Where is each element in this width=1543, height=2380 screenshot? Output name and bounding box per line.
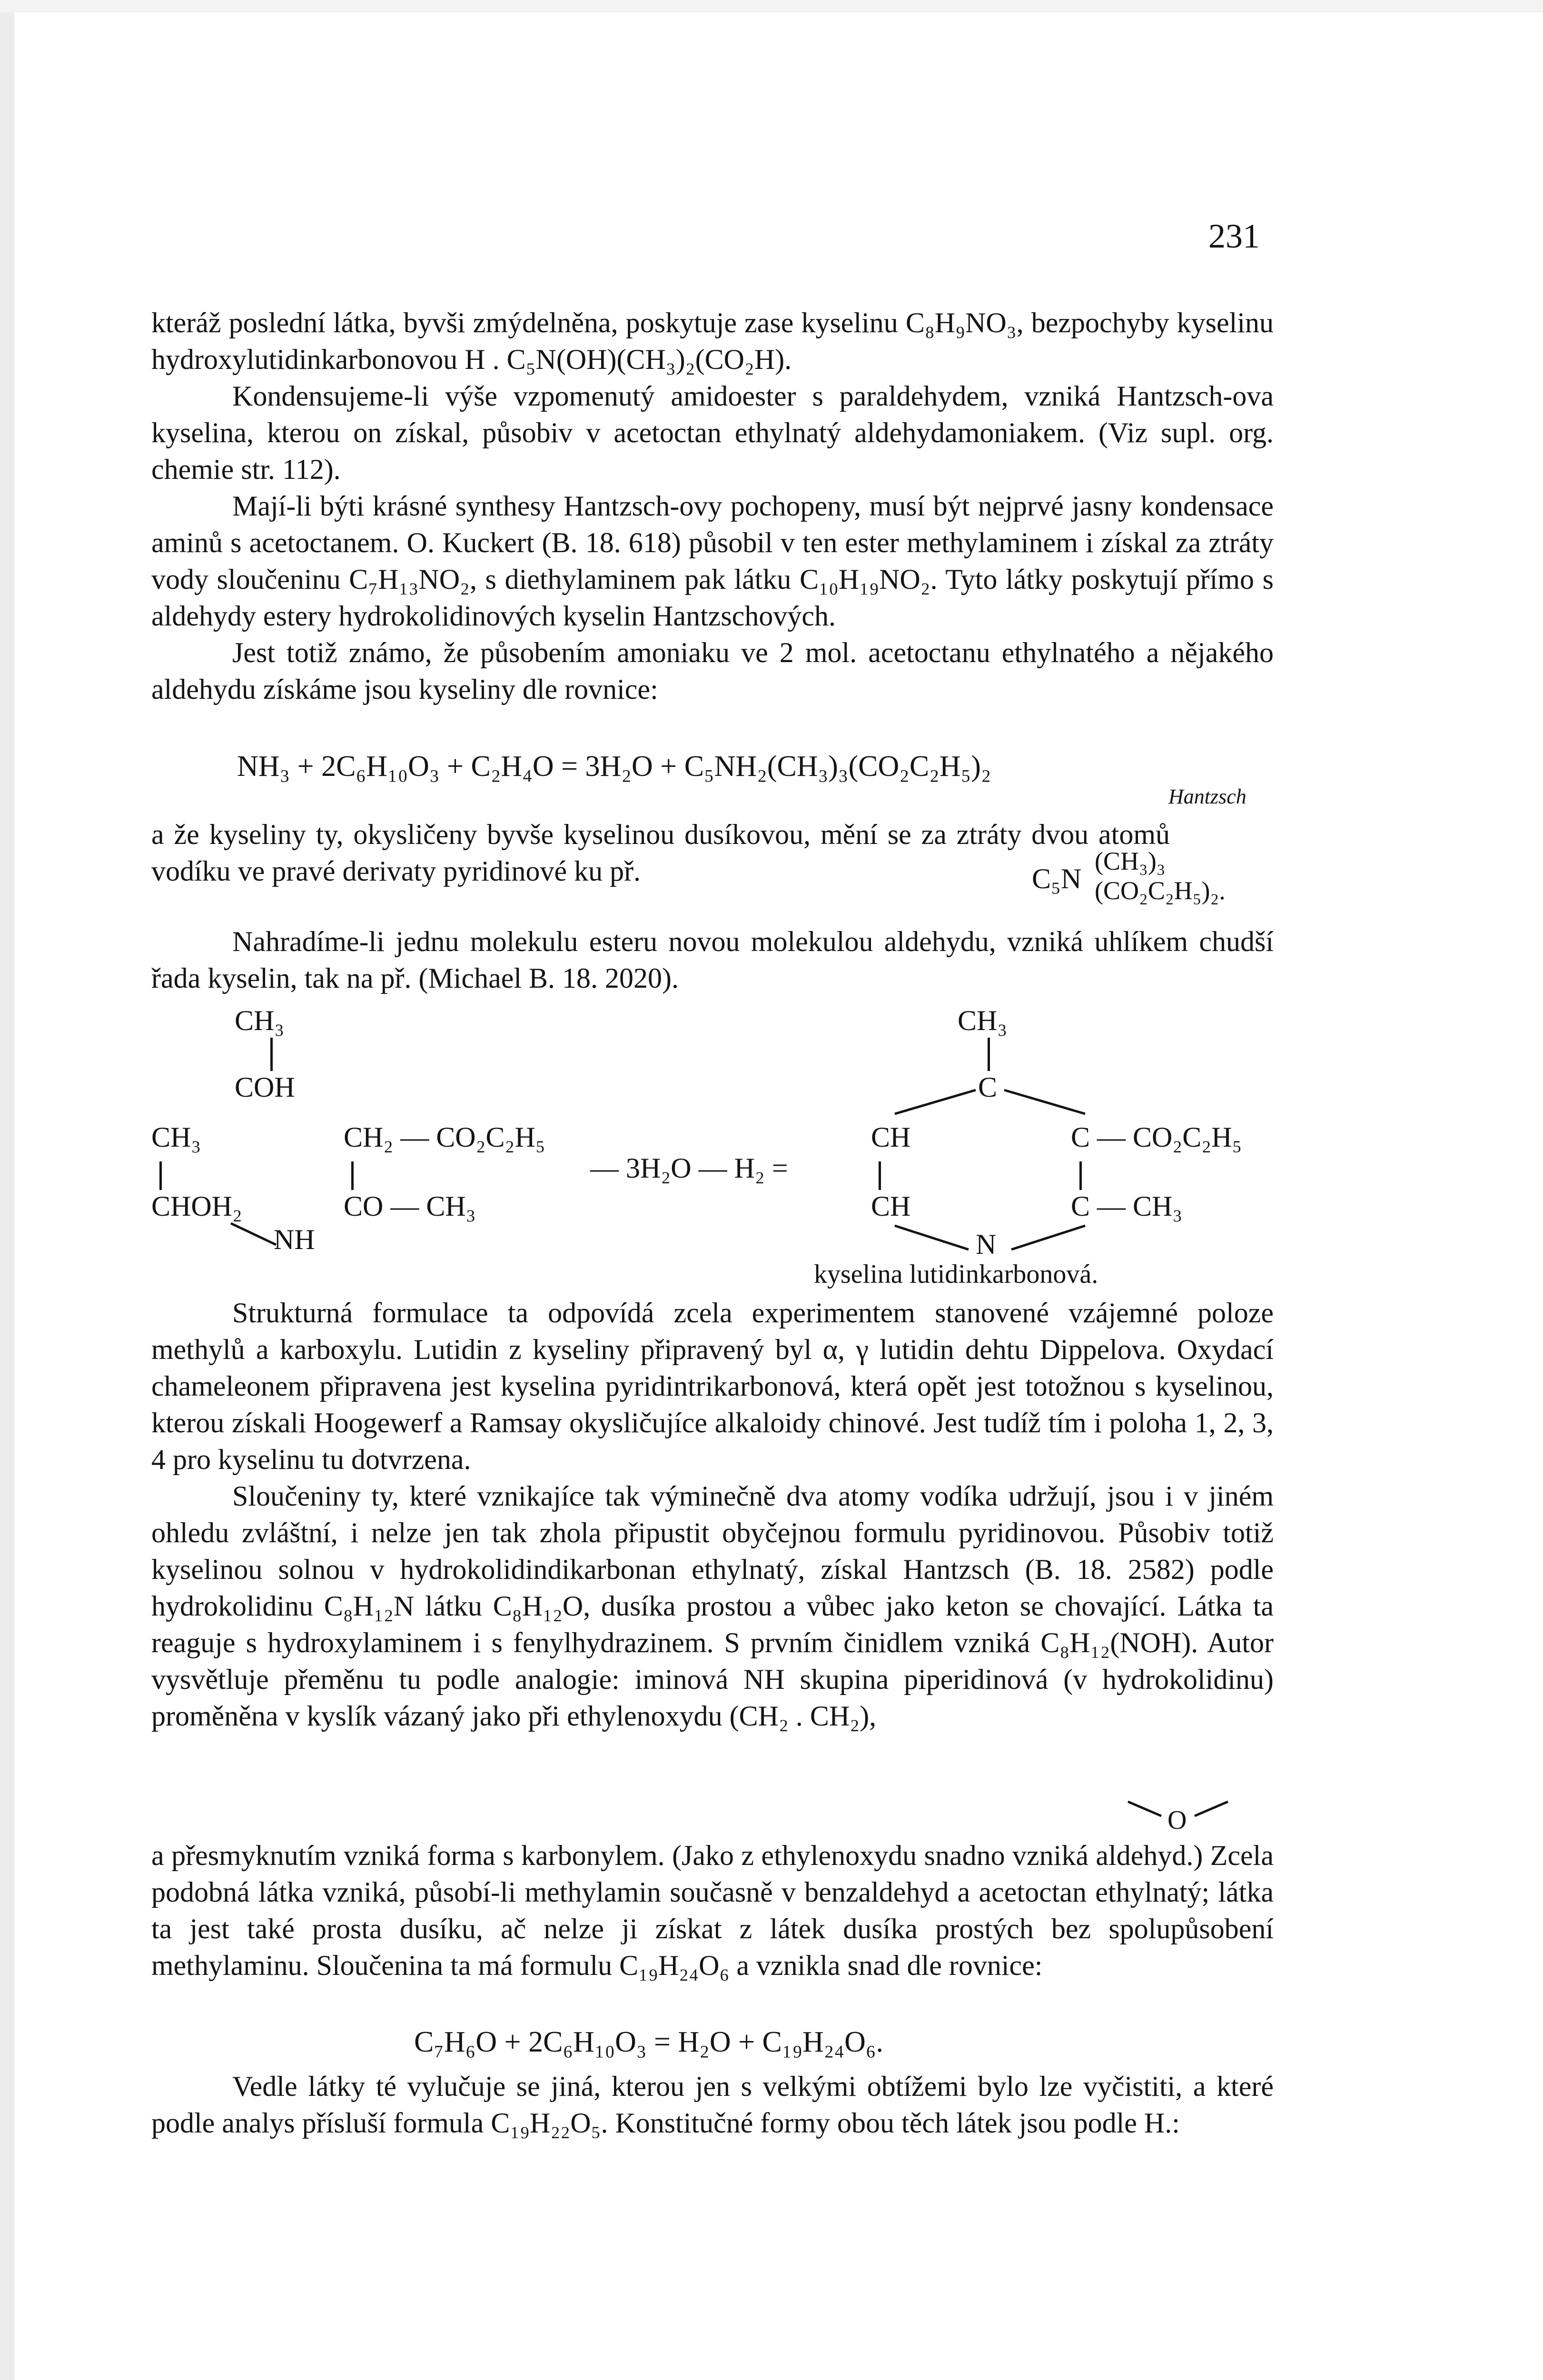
equation-benzaldehyde: C₇H₆O + 2C₆H₁₀O₃ = H₂O + C₁₉H₂₄O₆. <box>414 2026 884 2058</box>
paragraph-2: Kondensujeme-li výše vzpomenutý amidoester s paraldehydem, vzniká Hantzsch-ova kyselina, kterou on získal, působiv v acetoctan ethylnatý aldehydamoniakem. (Viz supl. org. chemie str. 112). <box>151 380 1274 485</box>
ring-c-right-lower: C — CH₃ <box>1071 1190 1183 1222</box>
scheme-left-ch3-top: CH₃ <box>235 1005 285 1036</box>
text-block-bottom <box>151 1295 1274 1735</box>
oxide-oxygen: O <box>1167 1805 1187 1835</box>
paragraph-3: Mají-li býti krásné synthesy Hantzsch-ovy pochopeny, musí být nejprvé jasny kondensace aminů s acetoctanem. O. Kuckert (B. 18. 618) působil v ten ester methylaminem i získal za ztráty vody sloučeninu C₇H₁₃NO₂, s diethylaminem pak látku C₁₀H₁₉NO₂. Tyto látky poskytují přímo s aldehydy estery hydrokolidinových kyselin Hantzschových. <box>151 490 1274 632</box>
bond-left-vertical-1 <box>270 1038 273 1071</box>
scheme-left-chohnh2: CHOH₂ <box>151 1190 242 1222</box>
ring-ch3: CH₃ <box>958 1005 1008 1036</box>
scan-edge-left <box>0 0 14 2380</box>
scheme-left-ch3: CH₃ <box>151 1121 201 1153</box>
paragraph-4: Jest totiž známo, že působením amoniaku ve 2 mol. acetoctanu ethylnatého a nějakého aldehydu získáme jsou kyseliny dle rovnice: <box>151 637 1274 705</box>
ring-c-top: C <box>978 1071 998 1103</box>
scheme-left-nh: NH <box>274 1224 315 1255</box>
formula-inline-base: C₅N <box>1032 863 1082 894</box>
ring-c-right-upper: C — CO₂C₂H₅ <box>1071 1121 1242 1153</box>
paragraph-benzaldehyde: a přesmyknutím vzniká forma s karbonylem. (Jako z ethylenoxydu snadno vzniká aldehyd.) Zcela podobná látka vzniká, působí-li methylamin současně v benzaldehyd a acetoctan ethylnatý; látka ta jest také prosta dusíku, ač nelze ji získat z látek dusíka prostých bez spolupůsobení methylaminu. Sloučenina ta má formulu C₁₉H₂₄O₆ a vznikla snad dle rovnice: <box>151 1840 1274 1981</box>
bond-ring-left-vertical <box>879 1161 881 1190</box>
paragraph-michael: Nahradíme-li jednu molekulu esteru novou molekulou aldehydu, vzniká uhlíkem chudší řada kyselin, tak na př. (Michael B. 18. 2020). <box>151 926 1274 994</box>
bond-mid-vertical <box>351 1161 354 1190</box>
text-block-end <box>151 2068 1274 2142</box>
bond-ring-top-vertical <box>988 1038 990 1071</box>
scan-edge-top <box>0 0 1543 12</box>
scheme-operator: — 3H₂O — H₂ = <box>590 1152 788 1184</box>
paragraph-oxidation: a že kyseliny ty, okysličeny byvše kyselinou dusíkovou, mění se za ztráty dvou atomů vodíku ve pravé derivaty pyridinové ku př. <box>151 819 1170 887</box>
equation-hantzsch-label: Hantzsch <box>1168 785 1246 808</box>
scheme-mid-co: CO — CH₃ <box>344 1190 476 1222</box>
paragraph-1: kteráž poslední látka, byvši zmýdelněna, poskytuje zase kyselinu C₈H₉NO₃, bezpochyby kyselinu hydroxylutidinkarbonovou H . C₅N(OH)(CH₃)₂(CO₂H). <box>151 307 1274 375</box>
ring-n: N <box>976 1229 997 1260</box>
equation-hantzsch: NH₃ + 2C₆H₁₀O₃ + C₂H₄O = 3H₂O + C₅NH₂(CH₃)₃(CO₂C₂H₅)₂ <box>237 750 991 783</box>
ring-caption: kyselina lutidinkarbonová. <box>814 1259 1098 1289</box>
scheme-mid-ch2: CH₂ — CO₂C₂H₅ <box>344 1121 545 1153</box>
formula-inline-bottom: (CO₂C₂H₅)₂. <box>1095 876 1226 905</box>
ring-ch-upper: CH <box>871 1121 911 1153</box>
paragraph-compounds: Sloučeniny ty, které vznikajíce tak výminečně dva atomy vodíka udržují, jsou i v jiném ohledu zvláštní, i nelze jen tak zhola připustit obyčejnou formulu pyridinovou. Působiv totiž kyselinou solnou v hydrokolidindikarbonan ethylnatý, získal Hantzsch (B. 18. 2582) podle hydrokolidinu C₈H₁₂N látku C₈H₁₂O, dusíka prostou a vůbec jako keton se chovající. Látka ta reaguje s hydroxylaminem i s fenylhydrazinem. S prvním činidlem vzniká C₈H₁₂(NOH). Autor vysvětluje přeměnu tu podle analogie: iminová NH skupina piperidinová (v hydrokolidinu) proměněna v kyslík vázaný jako při ethylenoxydu (CH₂ . CH₂), <box>151 1480 1274 1732</box>
page-number: 231 <box>1208 217 1260 255</box>
text-block-top <box>151 305 1274 708</box>
bond-ring-right-vertical <box>1079 1161 1082 1190</box>
formula-inline-top: (CH₃)₃ <box>1095 847 1166 875</box>
paragraph-end: Vedle látky té vylučuje se jiná, kterou jen s velkými obtížemi bylo lze vyčistiti, a které podle analys přísluší formula C₁₉H₂₂O₅. Konstitučné formy obou těch látek jsou podle H.: <box>151 2071 1274 2139</box>
paragraph-structure: Strukturná formulace ta odpovídá zcela experimentem stanovené vzájemné poloze methylů a karboxylu. Lutidin z kyseliny připravený byl α, γ lutidin dehtu Dippelova. Oxydací chameleonem připravena jest kyselina pyridintrikarbonová, která opět jest totožnou s kyselinou, kterou získali Hoogewerf a Ramsay okysličujíce alkaloidy chinové. Jest tudíž tím i poloha 1, 2, 3, 4 pro kyselinu tu dotvrzena. <box>151 1297 1274 1475</box>
text-block-benzaldehyde <box>151 1837 1274 1984</box>
scheme-left-coh: COH <box>235 1071 295 1103</box>
text-block-oxidation <box>151 816 1170 890</box>
bond-left-vertical-2 <box>159 1161 162 1190</box>
text-block-michael <box>151 923 1274 997</box>
ring-ch-lower: CH <box>871 1190 911 1222</box>
